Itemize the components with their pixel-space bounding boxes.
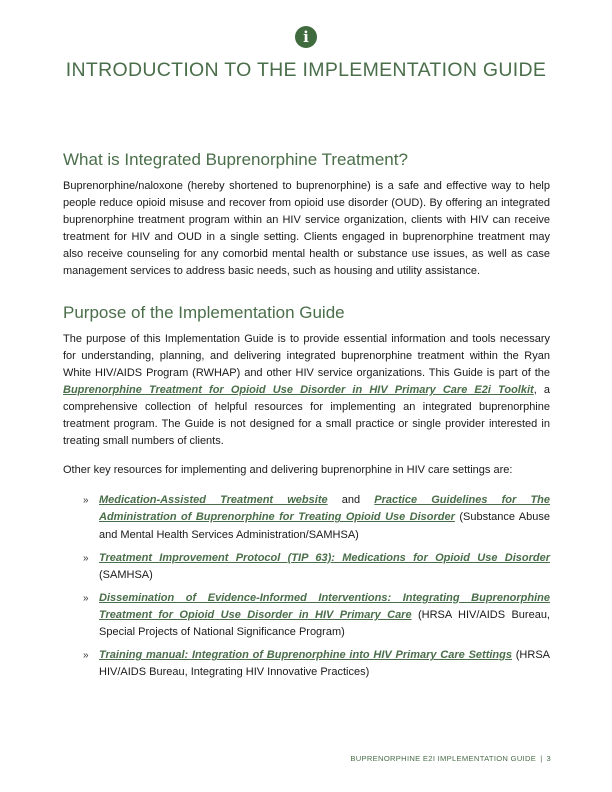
- section-integrated-treatment: [63, 150, 550, 281]
- page-title: INTRODUCTION TO THE IMPLEMENTATION GUIDE: [65, 59, 547, 81]
- bullet-icon: »: [83, 552, 89, 564]
- toolkit-link[interactable]: Buprenorphine Treatment for Opioid Use Disorder in HIV Primary Care E2i Toolkit: [63, 383, 534, 396]
- section-paragraph: [63, 331, 550, 451]
- resource-list: [63, 492, 550, 681]
- connector-text: and: [327, 494, 375, 507]
- list-item: [83, 492, 550, 543]
- list-item: [83, 590, 550, 641]
- paragraph-text: The purpose of this Implementation Guide is to provide essential information and tools necessary for understanding, planning, and delivering integrated buprenorphine treatment within the Ryan White HIV/AIDS Program (RWHAP) and other HIV service organizations. This Guide is part of the: [63, 332, 550, 379]
- list-item: [83, 647, 550, 681]
- resource-source: (HRSA HIV/AIDS Bureau, Integrating HIV Innovative Practices): [99, 649, 550, 679]
- resource-link[interactable]: Medication-Assisted Treatment website: [99, 494, 328, 507]
- resource-link[interactable]: Treatment Improvement Protocol (TIP 63): Medications for Opioid Use Disorder: [99, 551, 550, 564]
- info-icon: i: [295, 26, 317, 48]
- main-content: [63, 150, 550, 687]
- footer-label: BUPRENORPHINE E2I IMPLEMENTATION GUIDE: [350, 754, 537, 763]
- resource-link[interactable]: Practice Guidelines for The Administration of Buprenorphine for Treating Opioid Use Disorder: [99, 494, 551, 524]
- section-heading: Purpose of the Implementation Guide: [63, 302, 345, 322]
- list-item: [83, 550, 550, 584]
- bullet-icon: »: [83, 495, 89, 507]
- paragraph-text: , a comprehensive collection of helpful resources for implementing an integrated buprenorphine treatment program. The Guide is not designed for a small practice or single provider interested in treating small numbers of clients.: [63, 383, 550, 448]
- resource-link[interactable]: Dissemination of Evidence-Informed Interventions: Integrating Buprenorphine Treatment for Opioid Use Disorder in HIV Primary Care: [99, 591, 550, 621]
- resource-source: (SAMHSA): [99, 568, 153, 581]
- bullet-icon: »: [83, 592, 89, 604]
- resource-link[interactable]: Training manual: Integration of Buprenorphine into HIV Primary Care Settings: [99, 649, 512, 662]
- section-paragraph: Buprenorphine/naloxone (hereby shortened to buprenorphine) is a safe and effective way to help people reduce opioid misuse and recover from opioid use disorder (OUD). By offering an integrated buprenorphine treatment program within an HIV service organization, clients with HIV can receive treatment for HIV and OUD in a single setting. Clients engaged in buprenorphine treatment may also receive counseling for any comorbid mental health or substance use issues, as well as case management services to address basic needs, such as housing and utility assistance.: [63, 180, 550, 278]
- footer-separator: |: [540, 754, 543, 763]
- section-paragraph: Other key resources for implementing and delivering buprenorphine in HIV care settings are:: [63, 464, 513, 477]
- page-footer: [350, 754, 551, 763]
- page-number: 3: [546, 754, 551, 763]
- section-purpose: [63, 303, 550, 480]
- resource-source: (Substance Abuse and Mental Health Services Administration/SAMHSA): [99, 511, 550, 541]
- bullet-icon: »: [83, 650, 89, 662]
- section-heading: What is Integrated Buprenorphine Treatment?: [63, 150, 408, 169]
- resource-source: (HRSA HIV/AIDS Bureau, Special Projects of National Significance Program): [99, 608, 550, 638]
